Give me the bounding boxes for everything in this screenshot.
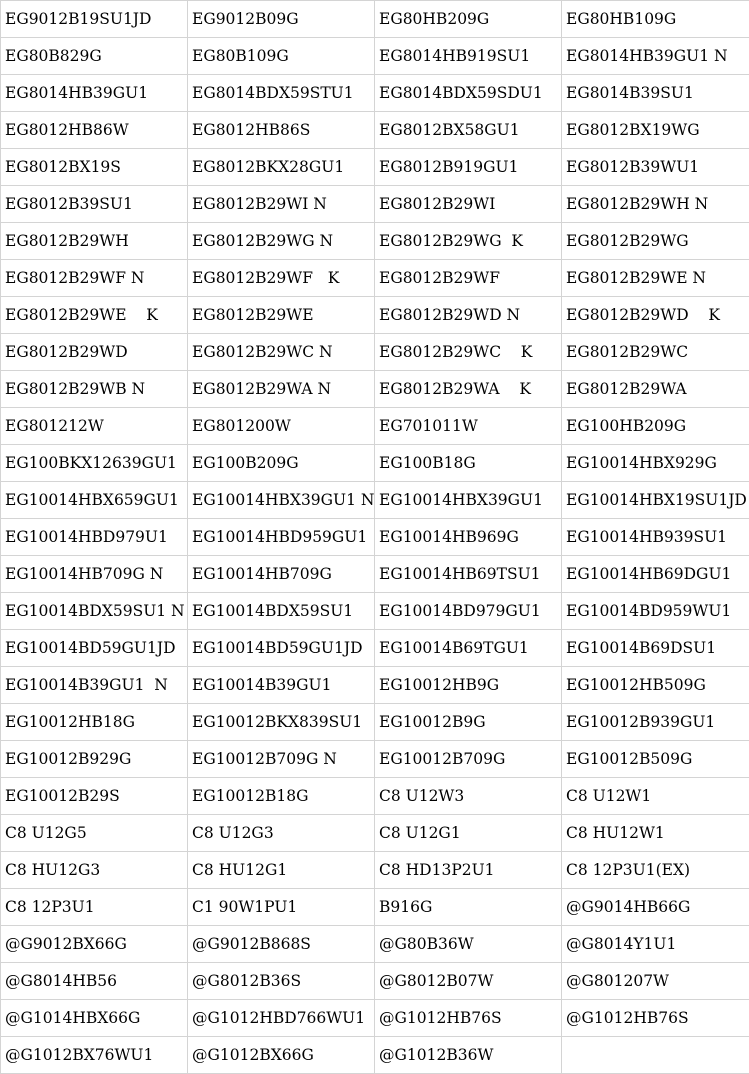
table-cell[interactable]: EG100B209G: [188, 445, 375, 482]
table-cell[interactable]: EG10012B509G: [562, 741, 749, 778]
table-cell[interactable]: EG80B109G: [188, 38, 375, 75]
table-cell[interactable]: C8 HU12G3: [1, 852, 188, 889]
table-cell[interactable]: @G80B36W: [375, 926, 562, 963]
table-cell[interactable]: EG10012B18G: [188, 778, 375, 815]
table-cell[interactable]: @G9014HB66G: [562, 889, 749, 926]
table-cell[interactable]: EG8012B29WF N: [1, 260, 188, 297]
table-cell[interactable]: EG9012B19SU1JD: [1, 1, 188, 38]
table-cell[interactable]: EG10014HB709G N: [1, 556, 188, 593]
table-cell[interactable]: EG10014BD959WU1: [562, 593, 749, 630]
table-cell[interactable]: EG10014B69TGU1: [375, 630, 562, 667]
table-cell[interactable]: EG8012B29WG N: [188, 223, 375, 260]
table-cell[interactable]: C8 HD13P2U1: [375, 852, 562, 889]
table-cell[interactable]: EG10014HB969G: [375, 519, 562, 556]
table-cell[interactable]: [562, 1037, 749, 1074]
table-cell[interactable]: EG8012B29WE K: [1, 297, 188, 334]
table-cell[interactable]: EG80HB109G: [562, 1, 749, 38]
table-cell[interactable]: EG10014HB69DGU1: [562, 556, 749, 593]
table-cell[interactable]: EG8012B29WB N: [1, 371, 188, 408]
table-cell[interactable]: C8 12P3U1(EX): [562, 852, 749, 889]
table-cell[interactable]: EG10012B939GU1: [562, 704, 749, 741]
table-cell[interactable]: EG8012HB86S: [188, 112, 375, 149]
table-cell[interactable]: EG8012B29WG: [562, 223, 749, 260]
table-cell[interactable]: @G1012HBD766WU1: [188, 1000, 375, 1037]
table-cell[interactable]: EG10014BD979GU1: [375, 593, 562, 630]
table-cell[interactable]: EG10014BDX59SU1 N: [1, 593, 188, 630]
table-cell[interactable]: C8 U12G3: [188, 815, 375, 852]
table-cell[interactable]: EG8012B29WD N: [375, 297, 562, 334]
table-cell[interactable]: EG10012B9G: [375, 704, 562, 741]
table-cell[interactable]: EG8012B39SU1: [1, 186, 188, 223]
table-cell[interactable]: EG10012HB509G: [562, 667, 749, 704]
table-cell[interactable]: EG8014HB39GU1: [1, 75, 188, 112]
table-cell[interactable]: EG8012B919GU1: [375, 149, 562, 186]
table-cell[interactable]: @G1012BX76WU1: [1, 1037, 188, 1074]
table-cell[interactable]: EG8014HB919SU1: [375, 38, 562, 75]
table-cell[interactable]: EG10012HB18G: [1, 704, 188, 741]
table-cell[interactable]: EG100BKX12639GU1: [1, 445, 188, 482]
table-cell[interactable]: EG8012B29WI: [375, 186, 562, 223]
table-cell[interactable]: @G9012B868S: [188, 926, 375, 963]
table-cell[interactable]: C8 U12G1: [375, 815, 562, 852]
table-cell[interactable]: EG10014B39GU1: [188, 667, 375, 704]
table-cell[interactable]: EG8012B29WD K: [562, 297, 749, 334]
table-cell[interactable]: EG8012B29WE N: [562, 260, 749, 297]
table-cell[interactable]: EG100HB209G: [562, 408, 749, 445]
table-cell[interactable]: C8 HU12W1: [562, 815, 749, 852]
table-cell[interactable]: EG8012BX19WG: [562, 112, 749, 149]
table-cell[interactable]: EG8012B29WF: [375, 260, 562, 297]
table-cell[interactable]: EG10014HBD979U1: [1, 519, 188, 556]
table-cell[interactable]: @G1012HB76S: [562, 1000, 749, 1037]
table-cell[interactable]: EG8012B29WD: [1, 334, 188, 371]
table-cell[interactable]: EG8012B29WG K: [375, 223, 562, 260]
table-cell[interactable]: EG8012B29WH: [1, 223, 188, 260]
table-cell[interactable]: EG10014HBX929G: [562, 445, 749, 482]
table-cell[interactable]: EG801200W: [188, 408, 375, 445]
table-cell[interactable]: EG8012B29WA: [562, 371, 749, 408]
table-cell[interactable]: EG10014HB939SU1: [562, 519, 749, 556]
table-cell[interactable]: EG10014HBX19SU1JD: [562, 482, 749, 519]
table-cell[interactable]: EG8012B39WU1: [562, 149, 749, 186]
table-cell[interactable]: EG8012B29WI N: [188, 186, 375, 223]
table-cell[interactable]: EG10014BD59GU1JD: [1, 630, 188, 667]
table-cell[interactable]: EG10012B709G: [375, 741, 562, 778]
table-cell[interactable]: @G8012B36S: [188, 963, 375, 1000]
table-cell[interactable]: EG10012BKX839SU1: [188, 704, 375, 741]
table-cell[interactable]: @G9012BX66G: [1, 926, 188, 963]
table-cell[interactable]: EG8014BDX59STU1: [188, 75, 375, 112]
table-cell[interactable]: @G801207W: [562, 963, 749, 1000]
table-cell[interactable]: EG8014B39SU1: [562, 75, 749, 112]
table-cell[interactable]: EG80B829G: [1, 38, 188, 75]
table-cell[interactable]: C1 90W1PU1: [188, 889, 375, 926]
table-cell[interactable]: EG10014B69DSU1: [562, 630, 749, 667]
table-cell[interactable]: EG8012B29WA K: [375, 371, 562, 408]
table-cell[interactable]: C8 HU12G1: [188, 852, 375, 889]
table-cell[interactable]: EG8014BDX59SDU1: [375, 75, 562, 112]
table-cell[interactable]: EG10014HBX39GU1: [375, 482, 562, 519]
table-cell[interactable]: EG8012BKX28GU1: [188, 149, 375, 186]
table-cell[interactable]: EG10014HB69TSU1: [375, 556, 562, 593]
table-cell[interactable]: EG8012B29WF K: [188, 260, 375, 297]
table-cell[interactable]: EG8012B29WC K: [375, 334, 562, 371]
table-cell[interactable]: @G1012B36W: [375, 1037, 562, 1074]
table-cell[interactable]: EG801212W: [1, 408, 188, 445]
table-cell[interactable]: EG10012B709G N: [188, 741, 375, 778]
table-cell[interactable]: EG10014HBX659GU1: [1, 482, 188, 519]
table-cell[interactable]: EG8012B29WC N: [188, 334, 375, 371]
table-cell[interactable]: C8 12P3U1: [1, 889, 188, 926]
table-cell[interactable]: EG8012B29WH N: [562, 186, 749, 223]
table-cell[interactable]: EG8014HB39GU1 N: [562, 38, 749, 75]
table-cell[interactable]: @G8014Y1U1: [562, 926, 749, 963]
table-cell[interactable]: EG100B18G: [375, 445, 562, 482]
table-cell[interactable]: EG10014HBX39GU1 N: [188, 482, 375, 519]
table-cell[interactable]: @G1012HB76S: [375, 1000, 562, 1037]
table-cell[interactable]: C8 U12W1: [562, 778, 749, 815]
table-cell[interactable]: EG10012B29S: [1, 778, 188, 815]
table-cell[interactable]: EG10014HBD959GU1: [188, 519, 375, 556]
table-cell[interactable]: EG8012B29WE: [188, 297, 375, 334]
table-cell[interactable]: EG9012B09G: [188, 1, 375, 38]
table-cell[interactable]: EG80HB209G: [375, 1, 562, 38]
table-cell[interactable]: @G8012B07W: [375, 963, 562, 1000]
table-cell[interactable]: EG8012B29WA N: [188, 371, 375, 408]
table-cell[interactable]: EG10014BD59GU1JD: [188, 630, 375, 667]
table-cell[interactable]: EG8012HB86W: [1, 112, 188, 149]
table-cell[interactable]: C8 U12W3: [375, 778, 562, 815]
table-cell[interactable]: EG10014BDX59SU1: [188, 593, 375, 630]
table-cell[interactable]: EG10012HB9G: [375, 667, 562, 704]
table-cell[interactable]: @G1012BX66G: [188, 1037, 375, 1074]
table-cell[interactable]: @G1014HBX66G: [1, 1000, 188, 1037]
table-cell[interactable]: @G8014HB56: [1, 963, 188, 1000]
table-cell[interactable]: EG10014B39GU1 N: [1, 667, 188, 704]
table-cell[interactable]: EG701011W: [375, 408, 562, 445]
table-cell[interactable]: EG8012B29WC: [562, 334, 749, 371]
table-cell[interactable]: EG10014HB709G: [188, 556, 375, 593]
table-cell[interactable]: B916G: [375, 889, 562, 926]
table-cell[interactable]: EG8012BX19S: [1, 149, 188, 186]
table-cell[interactable]: C8 U12G5: [1, 815, 188, 852]
table-cell[interactable]: EG10012B929G: [1, 741, 188, 778]
table-cell[interactable]: EG8012BX58GU1: [375, 112, 562, 149]
